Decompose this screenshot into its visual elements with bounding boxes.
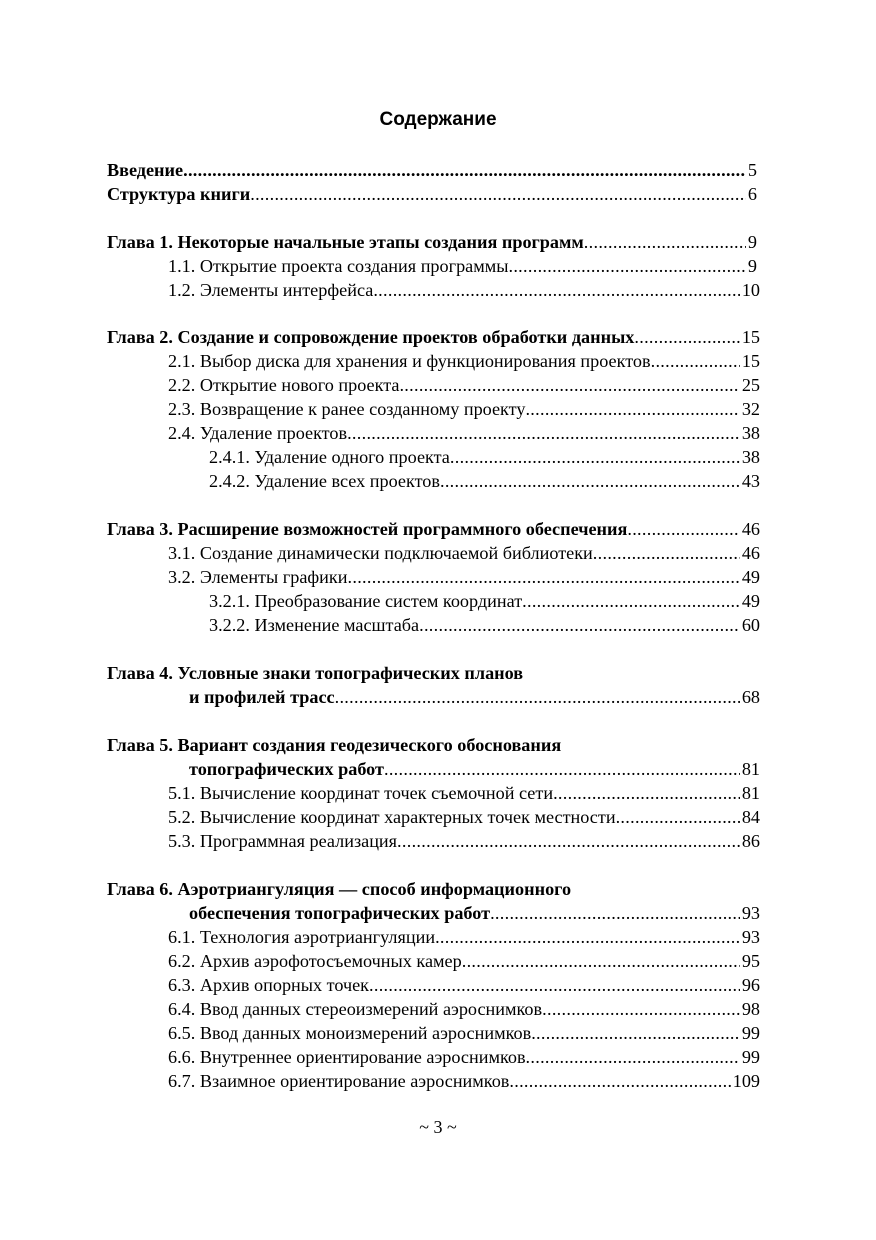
toc-entry-label: 2.2. Открытие нового проекта — [168, 375, 400, 395]
toc-entry-page: 38 — [741, 447, 760, 467]
toc-entry-book-structure[interactable] — [107, 182, 757, 206]
page-title: Содержание — [379, 109, 497, 130]
toc-entry-page: 38 — [741, 423, 760, 443]
toc-section-2-4[interactable] — [168, 421, 760, 445]
toc-entry-page: 99 — [741, 1023, 760, 1043]
leader-dots — [616, 805, 740, 829]
toc-entry-introduction[interactable] — [107, 158, 757, 182]
toc-entry-page: 15 — [741, 327, 760, 347]
toc-entry-label: 2.3. Возвращение к ранее созданному проекту — [168, 399, 526, 419]
toc-entry-page: 6 — [747, 184, 757, 204]
toc-section-6-5[interactable] — [168, 1021, 760, 1045]
toc-subsection-3-2-2[interactable] — [209, 613, 760, 637]
leader-dots — [435, 925, 740, 949]
toc-entry-page: 81 — [741, 783, 760, 803]
toc-section-6-3[interactable] — [168, 973, 760, 997]
leader-dots — [183, 158, 746, 182]
toc-section-1-1[interactable] — [168, 254, 757, 278]
leader-dots — [531, 1021, 740, 1045]
toc-section-2-3[interactable] — [168, 397, 760, 421]
toc-entry-page: 96 — [741, 975, 760, 995]
toc-chapter-4-line-1[interactable] — [107, 661, 760, 685]
toc-entry-label: 6.3. Архив опорных точек — [168, 975, 370, 995]
toc-entry-label: топографических работ — [189, 759, 384, 779]
toc-entry-page: 46 — [741, 519, 760, 539]
toc-section-2-2[interactable] — [168, 373, 760, 397]
page-number: ~ 3 ~ — [419, 1117, 457, 1137]
toc-entry-label: 5.3. Программная реализация — [168, 831, 398, 851]
toc-entry-label: 5.2. Вычисление координат характерных точек местности — [168, 807, 616, 827]
leader-dots — [553, 781, 740, 805]
leader-dots — [419, 613, 740, 637]
leader-dots — [651, 349, 740, 373]
toc-section-5-3[interactable] — [168, 829, 760, 853]
toc-entry-label: 6.1. Технология аэротриангуляции — [168, 927, 436, 947]
toc-entry-page: 10 — [741, 280, 760, 300]
toc-entry-page: 68 — [741, 687, 760, 707]
toc-entry-page: 49 — [741, 567, 760, 587]
toc-entry-label: Глава 5. Вариант создания геодезического обоснования — [107, 735, 562, 755]
toc-chapter-4-line-2[interactable] — [189, 685, 760, 709]
toc-entry-page: 60 — [741, 615, 760, 635]
leader-dots — [462, 949, 740, 973]
toc-section-6-1[interactable] — [168, 925, 760, 949]
toc-section-1-2[interactable] — [168, 278, 760, 302]
leader-dots — [522, 589, 740, 613]
toc-entry-page: 25 — [741, 375, 760, 395]
toc-chapter-5-line-1[interactable] — [107, 733, 760, 757]
toc-entry-label: 1.2. Элементы интерфейса — [168, 280, 374, 300]
toc-entry-label: 1.1. Открытие проекта создания программы — [168, 256, 509, 276]
toc-entry-label: Глава 6. Аэротриангуляция — способ информационного — [107, 879, 572, 899]
toc-chapter-3[interactable] — [107, 517, 760, 541]
toc-entry-label: 2.4. Удаление проектов — [168, 423, 348, 443]
leader-dots — [250, 182, 746, 206]
toc-entry-label: Глава 1. Некоторые начальные этапы создания программ — [107, 232, 584, 252]
toc-section-3-1[interactable] — [168, 541, 760, 565]
toc-entry-page: 49 — [741, 591, 760, 611]
toc-chapter-6-line-2[interactable] — [189, 901, 760, 925]
toc-section-5-2[interactable] — [168, 805, 760, 829]
toc-entry-label: 3.2.2. Изменение масштаба — [209, 615, 420, 635]
toc-entry-page: 95 — [741, 951, 760, 971]
toc-entry-page: 81 — [741, 759, 760, 779]
leader-dots — [384, 757, 740, 781]
toc-entry-label: 6.6. Внутреннее ориентирование аэроснимков — [168, 1047, 526, 1067]
leader-dots — [399, 373, 739, 397]
toc-entry-label: 5.1. Вычисление координат точек съемочной сети — [168, 783, 554, 803]
leader-dots — [347, 421, 740, 445]
leader-dots — [634, 325, 739, 349]
toc-entry-page: 99 — [741, 1047, 760, 1067]
toc-chapter-2[interactable] — [107, 325, 760, 349]
toc-section-6-7[interactable] — [168, 1069, 760, 1093]
toc-subsection-2-4-2[interactable] — [209, 469, 760, 493]
toc-entry-label: Структура книги — [107, 184, 251, 204]
toc-section-2-1[interactable] — [168, 349, 760, 373]
leader-dots — [509, 1069, 730, 1093]
toc-entry-page: 84 — [741, 807, 760, 827]
leader-dots — [526, 1045, 740, 1069]
toc-entry-label: Глава 4. Условные знаки топографических планов — [107, 663, 524, 683]
toc-entry-page: 46 — [741, 543, 760, 563]
toc-entry-page: 93 — [741, 927, 760, 947]
toc-entry-label: и профилей трасс — [189, 687, 335, 707]
toc-section-6-4[interactable] — [168, 997, 760, 1021]
toc-chapter-5-line-2[interactable] — [189, 757, 760, 781]
toc-entry-page: 86 — [741, 831, 760, 851]
leader-dots — [335, 685, 740, 709]
toc-entry-page: 93 — [741, 903, 760, 923]
leader-dots — [525, 397, 739, 421]
leader-dots — [369, 973, 740, 997]
toc-entry-label: 6.4. Ввод данных стереоизмерений аэроснимков — [168, 999, 543, 1019]
toc-entry-label: 3.1. Создание динамически подключаемой библиотеки — [168, 543, 593, 563]
toc-entry-label: 3.2.1. Преобразование систем координат — [209, 591, 523, 611]
toc-subsection-3-2-1[interactable] — [209, 589, 760, 613]
leader-dots — [490, 901, 740, 925]
toc-entry-label: 6.2. Архив аэрофотосъемочных камер — [168, 951, 462, 971]
toc-entry-page: 5 — [747, 160, 757, 180]
toc-entry-label: 2.4.1. Удаление одного проекта — [209, 447, 450, 467]
toc-subsection-2-4-1[interactable] — [209, 445, 760, 469]
toc-entry-label: 6.7. Взаимное ориентирование аэроснимков — [168, 1071, 510, 1091]
leader-dots — [397, 829, 740, 853]
toc-entry-label: Глава 2. Создание и сопровождение проектов обработки данных — [107, 327, 635, 347]
toc-section-6-2[interactable] — [168, 949, 760, 973]
toc-entry-label: обеспечения топографических работ — [189, 903, 491, 923]
toc-entry-label: 2.4.2. Удаление всех проектов — [209, 471, 440, 491]
toc-section-5-1[interactable] — [168, 781, 760, 805]
leader-dots — [542, 997, 740, 1021]
leader-dots — [584, 230, 746, 254]
toc-entry-page: 43 — [741, 471, 760, 491]
leader-dots — [450, 445, 740, 469]
toc-entry-label: 2.1. Выбор диска для хранения и функционирования проектов — [168, 351, 651, 371]
toc-entry-page: 15 — [741, 351, 760, 371]
toc-section-6-6[interactable] — [168, 1045, 760, 1069]
toc-entry-page: 9 — [747, 256, 757, 276]
toc-entry-label: 6.5. Ввод данных моноизмерений аэроснимков — [168, 1023, 532, 1043]
toc-chapter-1[interactable] — [107, 230, 757, 254]
toc-entry-label: Глава 3. Расширение возможностей программного обеспечения — [107, 519, 628, 539]
toc-entry-label: 3.2. Элементы графики — [168, 567, 348, 587]
toc-entry-page: 109 — [732, 1071, 760, 1091]
leader-dots — [373, 278, 740, 302]
leader-dots — [348, 565, 740, 589]
toc-section-3-2[interactable] — [168, 565, 760, 589]
leader-dots — [440, 469, 740, 493]
toc-entry-page: 98 — [741, 999, 760, 1019]
toc-chapter-6-line-1[interactable] — [107, 877, 760, 901]
leader-dots — [593, 541, 740, 565]
leader-dots — [508, 254, 745, 278]
toc-entry-page: 32 — [741, 399, 760, 419]
leader-dots — [627, 517, 739, 541]
toc-entry-label: Введение — [107, 160, 184, 180]
toc-entry-page: 9 — [747, 232, 757, 252]
